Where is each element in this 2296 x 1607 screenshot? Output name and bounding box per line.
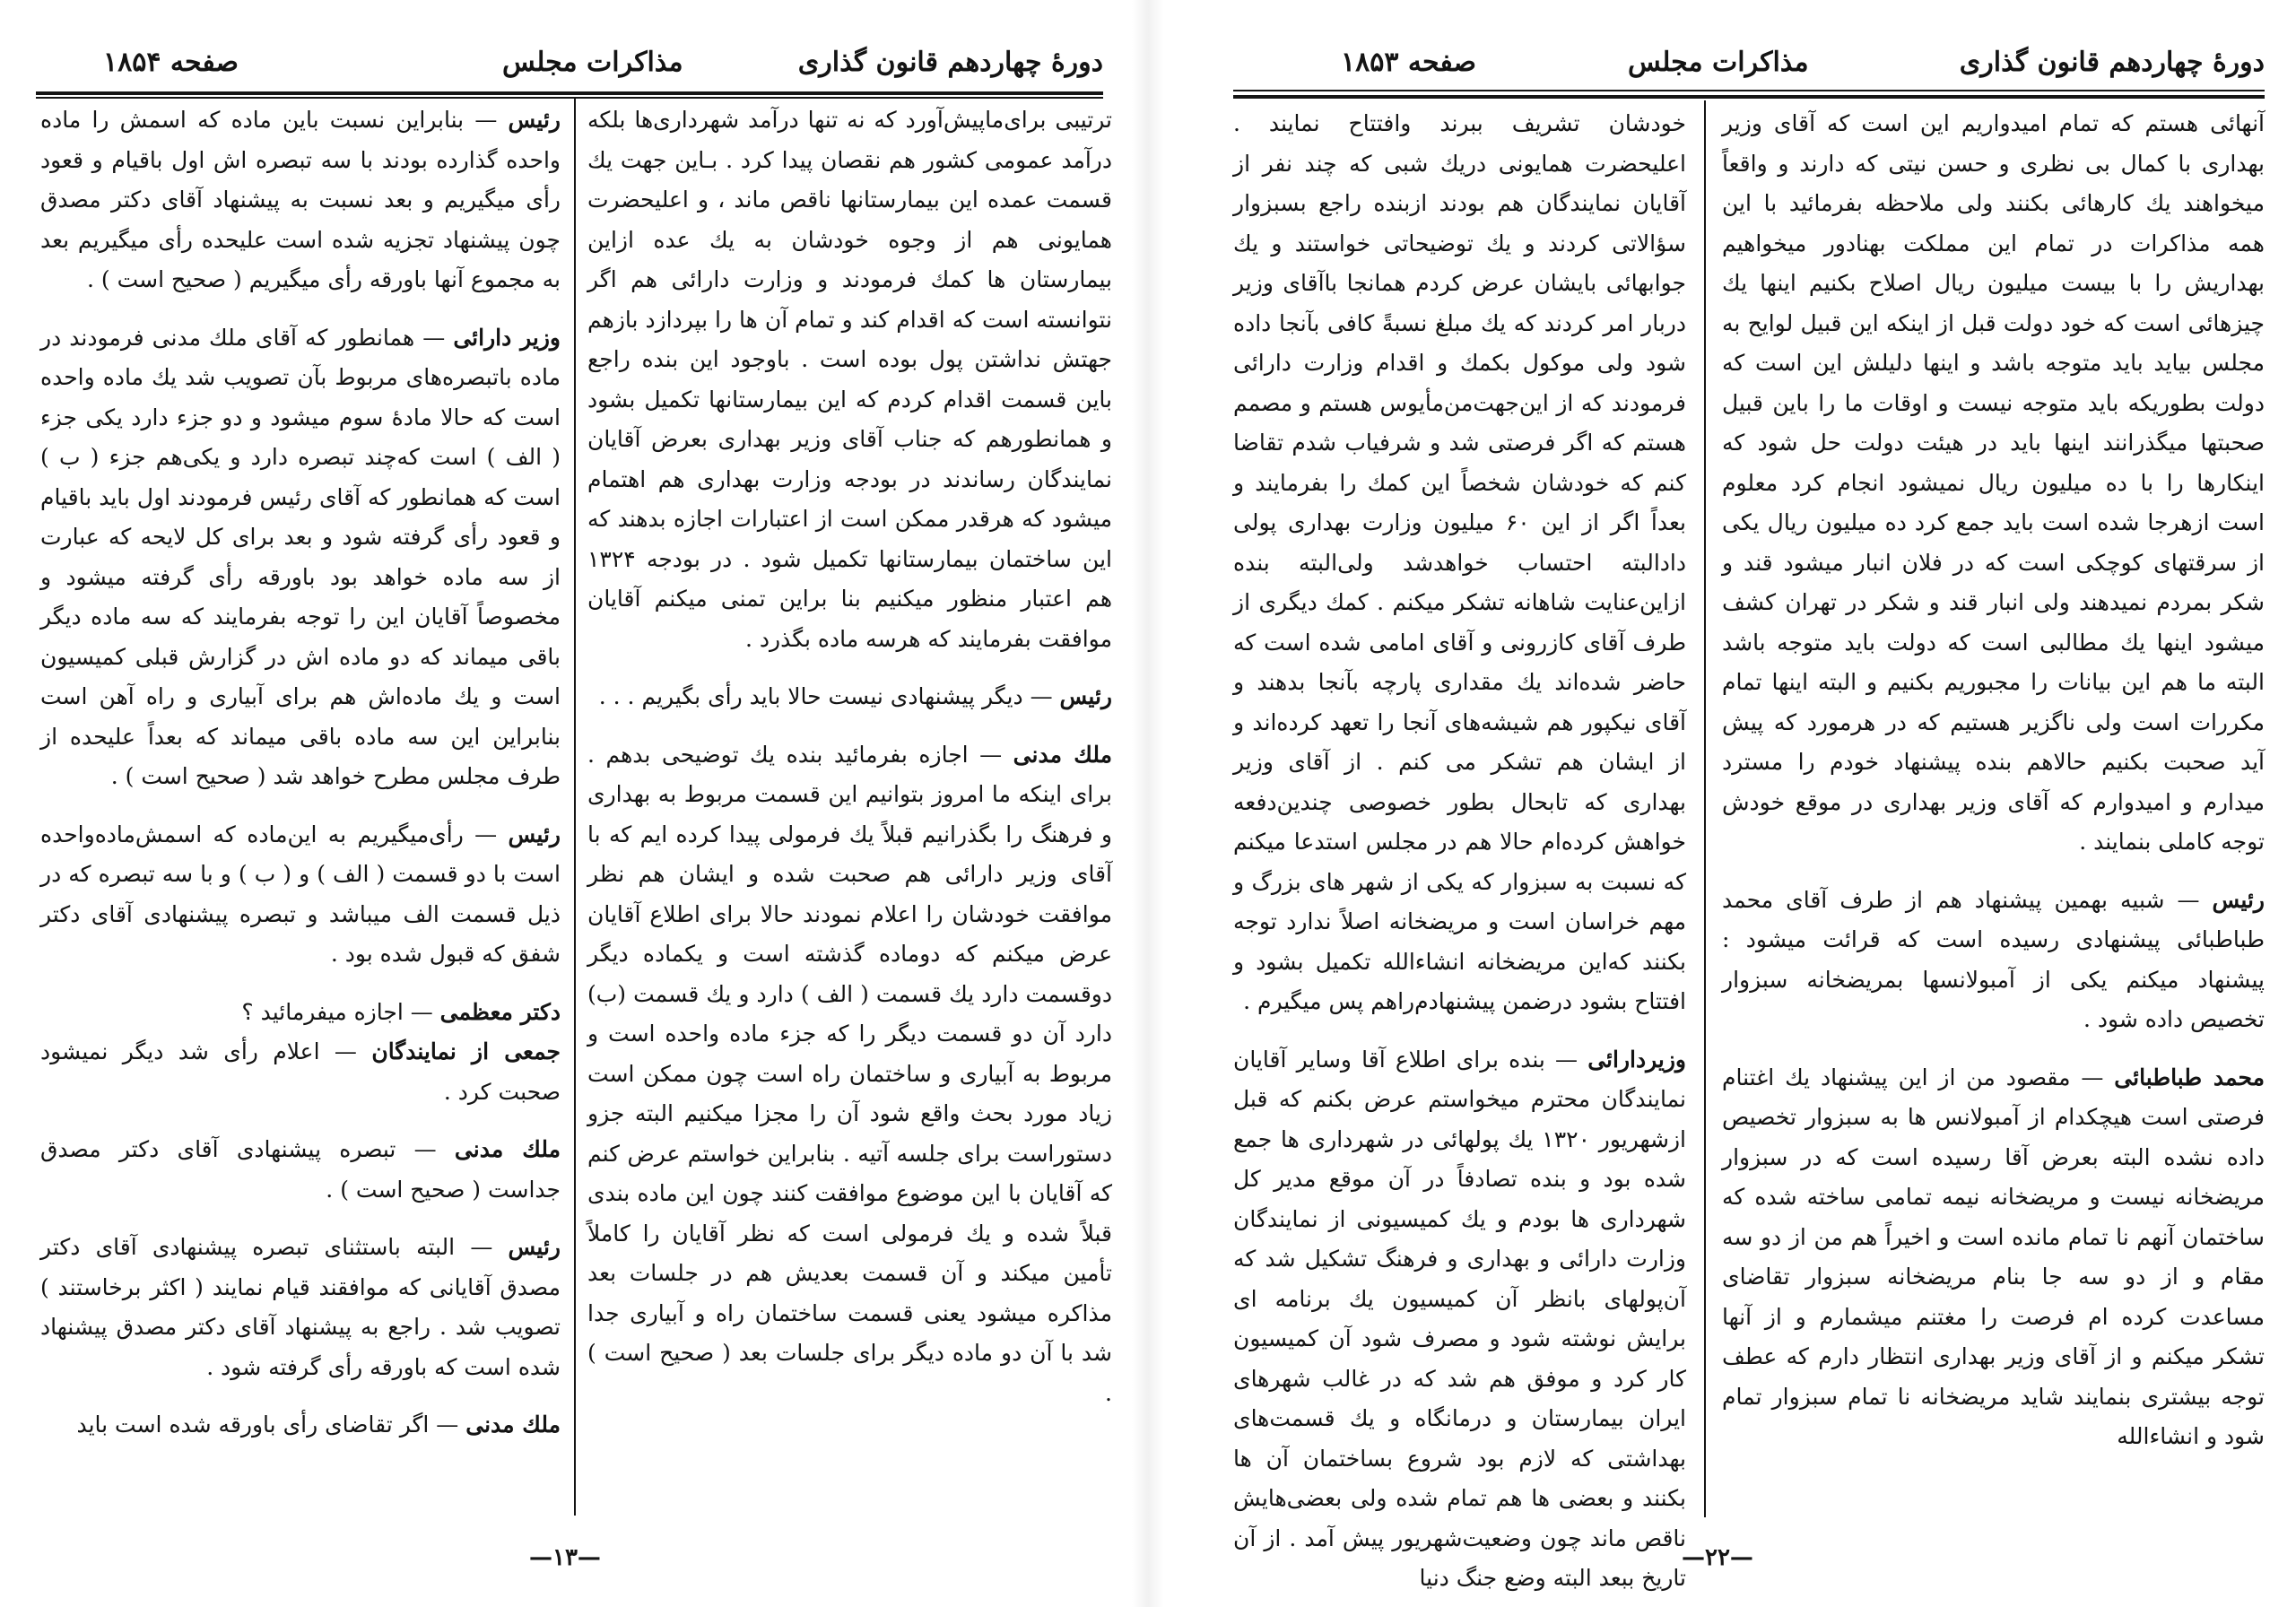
- speaker-name: ملك مدنی: [465, 1412, 561, 1438]
- paragraph: جمعی از نمایندگان — اعلام رأی شد دیگر نمیشود صحبت کرد .: [40, 1038, 561, 1105]
- paragraph: دکتر معظمی — اجازه میفرمائید ؟: [241, 998, 561, 1025]
- paragraph: وزیر دارائی — همانطور که آقای ملك مدنی فرمودند در ماده باتبصره‌های مربوط بآن تصویب شد یك ماده واحده است که حالا مادهٔ سوم میشود و دو جزء دارد یکی جزء ( الف ) است که‌چند تبصره دارد و یکی‌هم جزء ( ب ) است که همانطور که آقای رئیس فرمودند اول باید باقیام و قعود رأی گرفته شود و بعد برای کل لایحه که عبارت از سه ماده خواهد بود باورقه رأی گرفته میشود و مخصوصاً آقایان این را توجه بفرمایند که سه ماده دیگر باقی میماند که دو ماده اش در گزارش قبلی کمیسیون است و یك ماده‌اش هم برای آبیاری و راه آهن است بنابراین این سه ماده باقی میماند که بعداً علیحده از طرف مجلس مطرح خواهد شد ( صحیح است ) .: [40, 324, 561, 789]
- left-column-divider: [574, 99, 576, 1516]
- paragraph: ملك مدنی — تبصره پیشنهادی آقای دکتر مصدق جداست ( صحیح است ) .: [40, 1136, 561, 1203]
- speaker-name: رئیس: [1059, 683, 1112, 709]
- right-header-rule-thin: [1233, 90, 2265, 91]
- right-column-divider: [1704, 100, 1706, 1517]
- right-page-label: صفحه ۱۸۵۳: [1341, 47, 1476, 78]
- paragraph: رئیس — البته باستثنای تبصره پیشنهادی آقای دکتر مصدق آقایانی که موافقند قیام نمایند ( اکثر برخاستند ) تصویب شد . راجع به پیشنهاد آقای دکتر مصدق پیشنهاد شده است که باورقه رأی گرفته شود .: [40, 1234, 561, 1380]
- speaker-name: وزیر دارائی: [453, 324, 561, 351]
- paragraph: وزیردارائی — بنده برای اطلاع آقا وسایر آقایان نمایندگان محترم میخواستم عرض بکنم که قبل ازشهریور ۱۳۲۰ یك پولهائی در شهرداری ها جمع شده بود و بنده تصادفاً در آن موقع مدیر کل شهرداری ها بودم و یك کمیسیونی از نمایندگان وزارت دارائی و بهداری و فرهنگ تشکیل شد که آن‌پولهای بانظر آن کمیسیون یك برنامه ای برایش نوشته شود و مصرف شود آن کمیسیون کار کرد و موفق هم شد که در غالب شهرهای ایران بیمارستان و درمانگاه و یك قسمت‌های بهداشتی که لازم بود شروع بساختمان آن ها بکنند و بعضی ها هم تمام شده ولی بعضی‌هایش ناقص ماند چون وضعیت‌شهریور پیش آمد . از آن تاریخ ببعد البته وضع جنگ دنیا: [1233, 1046, 1686, 1591]
- left-page-right-column: [587, 100, 1112, 1504]
- paragraph: رئیس — دیگر پیشنهادی نیست حالا باید رأی بگیریم . . .: [598, 683, 1112, 709]
- right-page-right-column: [1722, 104, 2265, 1507]
- paragraph: خودشان تشریف ببرند وافتتاح نمایند . اعلیحضرت همایونی دریك شبی که چند نفر از آقایان نمایندگان هم بودند ازبنده راجع بسبزوار سؤالاتی کردند و یك توضیحاتی خواستند و یك جوابهائی بایشان عرض کردم همانجا باآقای وزیر دربار امر کردند که یك مبلغ نسبةً کافی بآنجا داده شود ولی موکول بکمك و اقدام وزارت دارائی فرمودند که از این‌جهت‌من‌مأیوس هستم و مصمم هستم که اگر فرصتی شد و شرفیاب شدم تقاضا کنم که خودشان شخصاً این کمك را بفرمایند و بعداً اگر از این ۶۰ میلیون وزارت بهداری پولی دادالبته احتساب خواهدشد ولی‌البته بنده ازاین‌عنایت شاهانه تشکر میکنم . کمك دیگری از طرف آقای کازرونی و آقای امامی شده است که حاضر شده‌اند یك مقداری پارچه بآنجا بدهند و آقای نیکپور هم شیشه‌های آنجا را تعهد کرده‌اند و از ایشان هم تشکر می کنم . از آقای وزیر بهداری که تابحال بطور خصوصی چندین‌دفعه خواهش کرده‌ام حالا هم در مجلس استدعا میکنم که نسبت به سبزوار که یکی از شهر های بزرگ و مهم خراسان است و مریضخانه اصلاً ندارد توجه بکنند که‌این مریضخانه انشاءالله تکمیل بشود و افتتاح بشود درضمن پیشنهادم‌راهم پس میگیرم .: [1233, 110, 1686, 1014]
- speaker-name: رئیس: [508, 821, 561, 847]
- right-page-session: دورهٔ چهاردهم قانون گذاری: [1959, 47, 2265, 78]
- speaker-name: دکتر معظمی: [439, 998, 561, 1025]
- left-header-rule: [36, 91, 1103, 95]
- paragraph: رئیس — رأی‌میگیریم به این‌ماده که اسمش‌ماده‌واحده است با دو قسمت ( الف ) و ( ب ) و با سه تبصره که در ذیل قسمت الف میباشد و تبصره پیشنهادی آقای دکتر شفق که قبول شده بود .: [40, 821, 561, 967]
- left-header-rule-thin: [36, 97, 1103, 99]
- paragraph: ترتیبی برای‌ماپیش‌آورد که نه تنها درآمد شهرداری‌ها بلکه درآمد عمومی کشور هم نقصان پیدا کرد . بـاین جهت یك قسمت عمده این بیمارستانها ناقص ماند ، و اعلیحضرت همایونی هم از وجوه خودشان به یك عده ازاین بیمارستان ها کمك فرمودند و وزارت دارائی هم اگر نتوانسته است که اقدام کند و تمام آن ها را بپردازد بازهم جهتش نداشتن پول بوده است . باوجود این بنده راجع باین قسمت اقدام کردم که این بیمارستانها تکمیل بشود و همانطورهم که جناب آقای وزیر بهداری بعرض آقایان نمایندگان رساندند در بودجه وزارت بهداری هم اهتمام میشود که هرقدر ممکن است از اعتبارات اجازه بدهند که این ساختمان بیمارستانها تکمیل شود . در بودجه ۱۳۲۴ هم اعتبار منظور میکنیم بنا براین تمنی میکنم آقایان موافقت بفرمایند که هرسه ماده بگذرد .: [587, 107, 1112, 652]
- speaker-name: رئیس: [508, 107, 561, 133]
- right-page-title: مذاکرات مجلس: [1628, 47, 1809, 78]
- paragraph: ملك مدنی — اجازه بفرمائید بنده یك توضیحی بدهم . برای اینکه ما امروز بتوانیم این قسمت مربوط به بهداری و فرهنگ را بگذرانیم قبلاً یك فرمولی پیدا کرده ایم که با آقای وزیر دارائی هم صحبت شده و ایشان هم نظر موافقت خودشان را اعلام نمودند حالا برای اطلاع آقایان عرض میکنم که دوماده گذشته است و یکماده دیگر دوقسمت دارد یك قسمت ( الف ) دارد و یك قسمت (ب) دارد آن دو قسمت دیگر را که جزء ماده واحده است و مربوط به آبیاری و ساختمان راه است چون ممکن است زیاد مورد بحث واقع شود آن را مجزا میکنیم البته جزو دستوراست برای جلسه آتیه . بنابراین خواستم عرض کنم که آقایان با این موضوع موافقت کنند چون این ماده بندی قبلاً شده و یك فرمولی است که نظر آقایان را کاملاً تأمین میکند و آن قسمت بعدیش هم در جلسات بعد مذاکره میشود یعنی قسمت ساختمان راه و آبیاری جدا شد با آن دو ماده دیگر برای جلسات بعد ( صحیح است ) .: [587, 741, 1113, 1406]
- left-page-session: دورهٔ چهاردهم قانون گذاری: [797, 47, 1103, 78]
- left-page-left-column: [40, 100, 561, 1504]
- speaker-name: وزیردارائی: [1587, 1046, 1686, 1073]
- paragraph: آنهائی هستم که تمام امیدواریم این است که آقای وزیر بهداری با کمال بی نظری و حسن نیتی که دارند و واقعاً میخواهند یك کارهائی بکنند ولی ملاحظه بفرمائید با این همه مذاکرات در تمام این مملکت بهنادور میخواهیم بهداریش را با بیست میلیون ریال اصلاح بکنیم اینها یك چیزهائی است که خود دولت قبل از اینکه این قبیل لوایح به مجلس بیاید باید متوجه باشد و اینها دلیلش این است که دولت بطوریکه باید متوجه نیست و اوقات ما را باین قبیل صحبتها میگذرانند اینها باید در هیئت دولت حل شود که اینکارها را با ده میلیون ریال نمیشود انجام کرد معلوم است ازهرجا شده است باید جمع کرد ده میلیون ریال یکی از سرقتهای کوچکی است که در فلان انبار میشود قند و شکر بمردم نمیدهند ولی انبار قند و شکر در تهران کشف میشود اینها یك مطالبی است که دولت باید متوجه باشد البته ما هم این بیانات را مجبوریم بکنیم و البته اینها تمام مکررات است ولی ناگزیر هستیم که در هرمورد که پیش آید صحبت بکنیم حالاهم بنده پیشنهاد خودم را مسترد میدارم و امیدوارم که آقای وزیر بهداری در موقع خودش توجه کاملی بنمایند .: [1722, 110, 2265, 855]
- left-page-label: صفحه ۱۸۵۴: [103, 47, 239, 78]
- left-page-header: [36, 36, 1103, 90]
- paragraph: ملك مدنی — اگر تقاضای رأی باورقه شده است باید: [76, 1412, 561, 1438]
- paragraph: محمد طباطبائی — مقصود من از این پیشنهاد یك اغتنام فرصتی است هیچکدام از آمبولانس ها به سبزوار تخصیص داده نشده البته بعرض آقا رسیده است که در سبزوار مریضخانه نیست و مریضخانه نیمه تمامی ساخته شده که ساختمان آنهم نا تمام مانده است و اخیراً هم من از دو سه مقام و از دو سه جا بنام مریضخانه سبزوار تقاضای مساعدت کرده ام فرصت را مغتنم میشمارم و از آنها تشکر میکنم و از آقای وزیر بهداری انتظار دارم که عطف توجه بیشتری بنمایند شاید مریضخانه نا تمام سبزوار تمام شود و انشاءالله: [1722, 1064, 2265, 1449]
- speaker-name: رئیس: [2212, 886, 2265, 913]
- speaker-name: رئیس: [508, 1234, 561, 1260]
- speaker-name: محمد طباطبائی: [2114, 1064, 2265, 1090]
- paragraph: رئیس — بنابراین نسبت باین ماده که اسمش را ماده واحده گذارده بودند با سه تبصره اش اول باقیام و قعود رأی میگیریم و بعد نسبت به پیشنهاد آقای دکتر مصدق چون پیشنهاد تجزیه شده است علیحده رأی میگیریم بعد به مجموع آنها باورقه رأی میگیریم ( صحیح است ) .: [40, 107, 561, 292]
- right-page-left-column: [1233, 104, 1686, 1591]
- left-page-title: مذاکرات مجلس: [502, 47, 683, 78]
- right-page-header: [1233, 36, 2265, 90]
- right-page: [1148, 0, 2296, 1607]
- speaker-name: ملك مدنی: [1013, 741, 1113, 768]
- speaker-name: ملك مدنی: [454, 1136, 561, 1162]
- left-page-number: —۱۳—: [529, 1544, 601, 1571]
- speaker-name: جمعی از نمایندگان: [371, 1038, 561, 1064]
- right-header-rule: [1233, 95, 2265, 99]
- right-page-number: —۲۲—: [1682, 1544, 1753, 1571]
- paragraph: رئیس — شبیه بهمین پیشنهاد هم از طرف آقای محمد طباطبائی پیشنهادی رسیده است که قرائت میشود : پیشنهاد میکنم یکی از آمبولانسها بمریضخانه سبزوار تخصیص داده شود .: [1722, 886, 2265, 1032]
